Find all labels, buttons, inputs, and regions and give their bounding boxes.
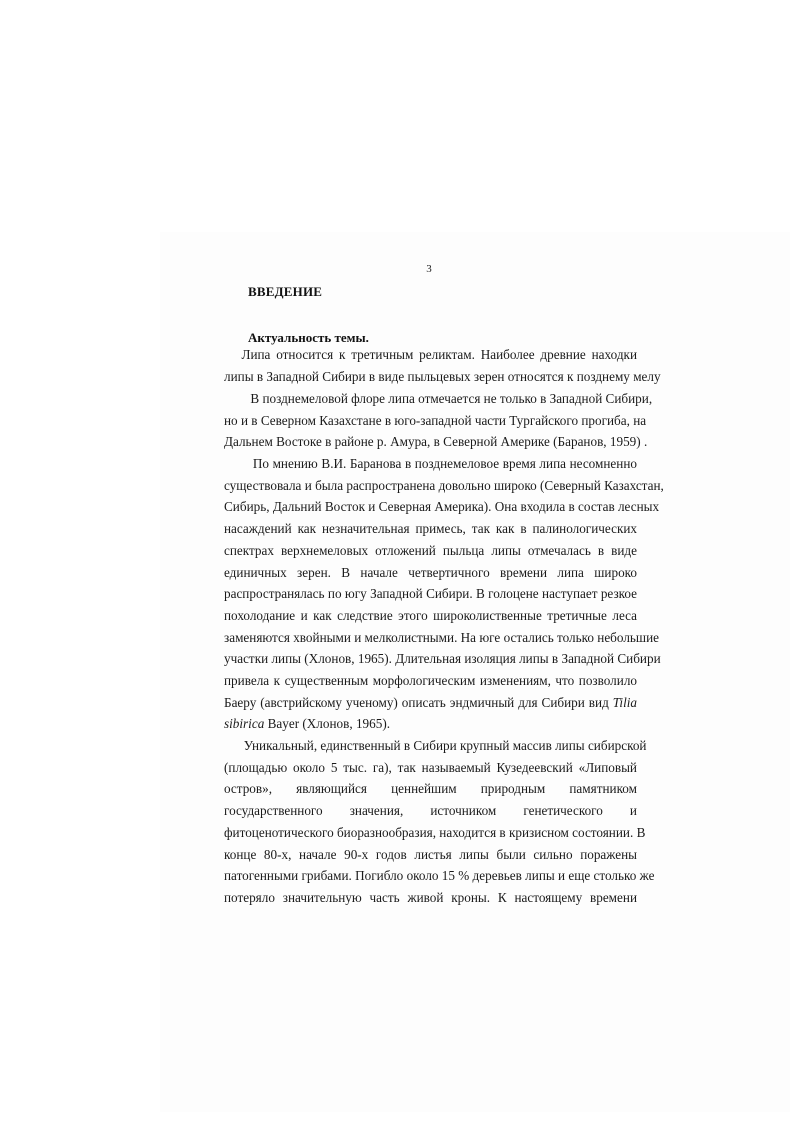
- text-line: липы в Западной Сибири в виде пыльцевых зерен относятся к позднему мелу: [224, 368, 661, 384]
- paragraph-4: [224, 735, 655, 909]
- text-line: Уникальный, единственный в Сибири крупный массив липы сибирской: [224, 738, 647, 753]
- text-line: (площадью около 5 тыс. га), так называемый Кузедеевский «Липовый: [224, 759, 637, 775]
- section-heading: ВВЕДЕНИЕ: [248, 284, 323, 299]
- page-number: 3: [426, 263, 432, 275]
- species-name-epithet: sibirica: [224, 716, 265, 732]
- text-line: насаждений как незначительная примесь, так как в палинологических: [224, 521, 637, 537]
- text-line: заменяются хвойными и мелколистными. На юге остались только небольшие: [224, 629, 659, 645]
- subsection-heading: Актуальность темы.: [248, 330, 369, 345]
- text-line: существовала и была распространена довольно широко (Северный Казахстан,: [224, 477, 664, 493]
- text-line: привела к существенным морфологическим изменениям, что позволило: [224, 673, 637, 689]
- paragraph-2: [224, 388, 653, 453]
- text-line: остров», являющийся ценнейшим природным памятником: [224, 781, 637, 797]
- text-line: Сибирь, Дальний Восток и Северная Америка). Она входила в состав лесных: [224, 499, 660, 515]
- text-line: распространялась по югу Западной Сибири. В голоцене наступает резкое: [224, 586, 637, 602]
- text-line: Липа относится к третичным реликтам. Наиболее древние находки: [224, 347, 637, 362]
- text-line: государственного значения, источником генетического и: [224, 803, 637, 819]
- text-line: потеряло значительную часть живой кроны. К настоящему времени: [224, 889, 637, 905]
- text-line: фитоценотического биоразнообразия, находится в кризисном состоянии. В: [224, 824, 646, 840]
- paragraph-3: [224, 453, 664, 735]
- text-fragment: Баеру (австрийскому ученому) описать эндмичный для Сибири вид: [224, 694, 609, 710]
- text-line: По мнению В.И. Баранова в позднемеловое время липа несомненно: [224, 456, 637, 471]
- text-line: [224, 713, 637, 735]
- text-line: В позднемеловой флоре липа отмечается не только в Западной Сибири,: [224, 391, 653, 406]
- text-line: похолодание и как следствие этого широколиственные третичные леса: [224, 607, 637, 623]
- paragraph-1: [224, 344, 661, 387]
- text-line: спектрах верхнемеловых отложений пыльца липы отмечалась в виде: [224, 542, 637, 558]
- text-line: но и в Северном Казахстане в юго-западной части Тургайского прогиба, на: [224, 412, 647, 428]
- text-line: [224, 692, 637, 714]
- text-fragment: Bayer (Хлонов, 1965).: [264, 716, 391, 732]
- text-line: единичных зерен. В начале четвертичного времени липа широко: [224, 564, 637, 580]
- text-line: участки липы (Хлонов, 1965). Длительная изоляция липы в Западной Сибири: [224, 651, 661, 667]
- species-name-genus: Tilia: [612, 694, 637, 710]
- text-line: патогенными грибами. Погибло около 15 % деревьев липы и еще столько же: [224, 868, 655, 884]
- text-line: конце 80-х, начале 90-х годов листья липы были сильно поражены: [224, 846, 637, 862]
- text-line: Дальнем Востоке в районе р. Амура, в Северной Америке (Баранов, 1959) .: [224, 434, 648, 450]
